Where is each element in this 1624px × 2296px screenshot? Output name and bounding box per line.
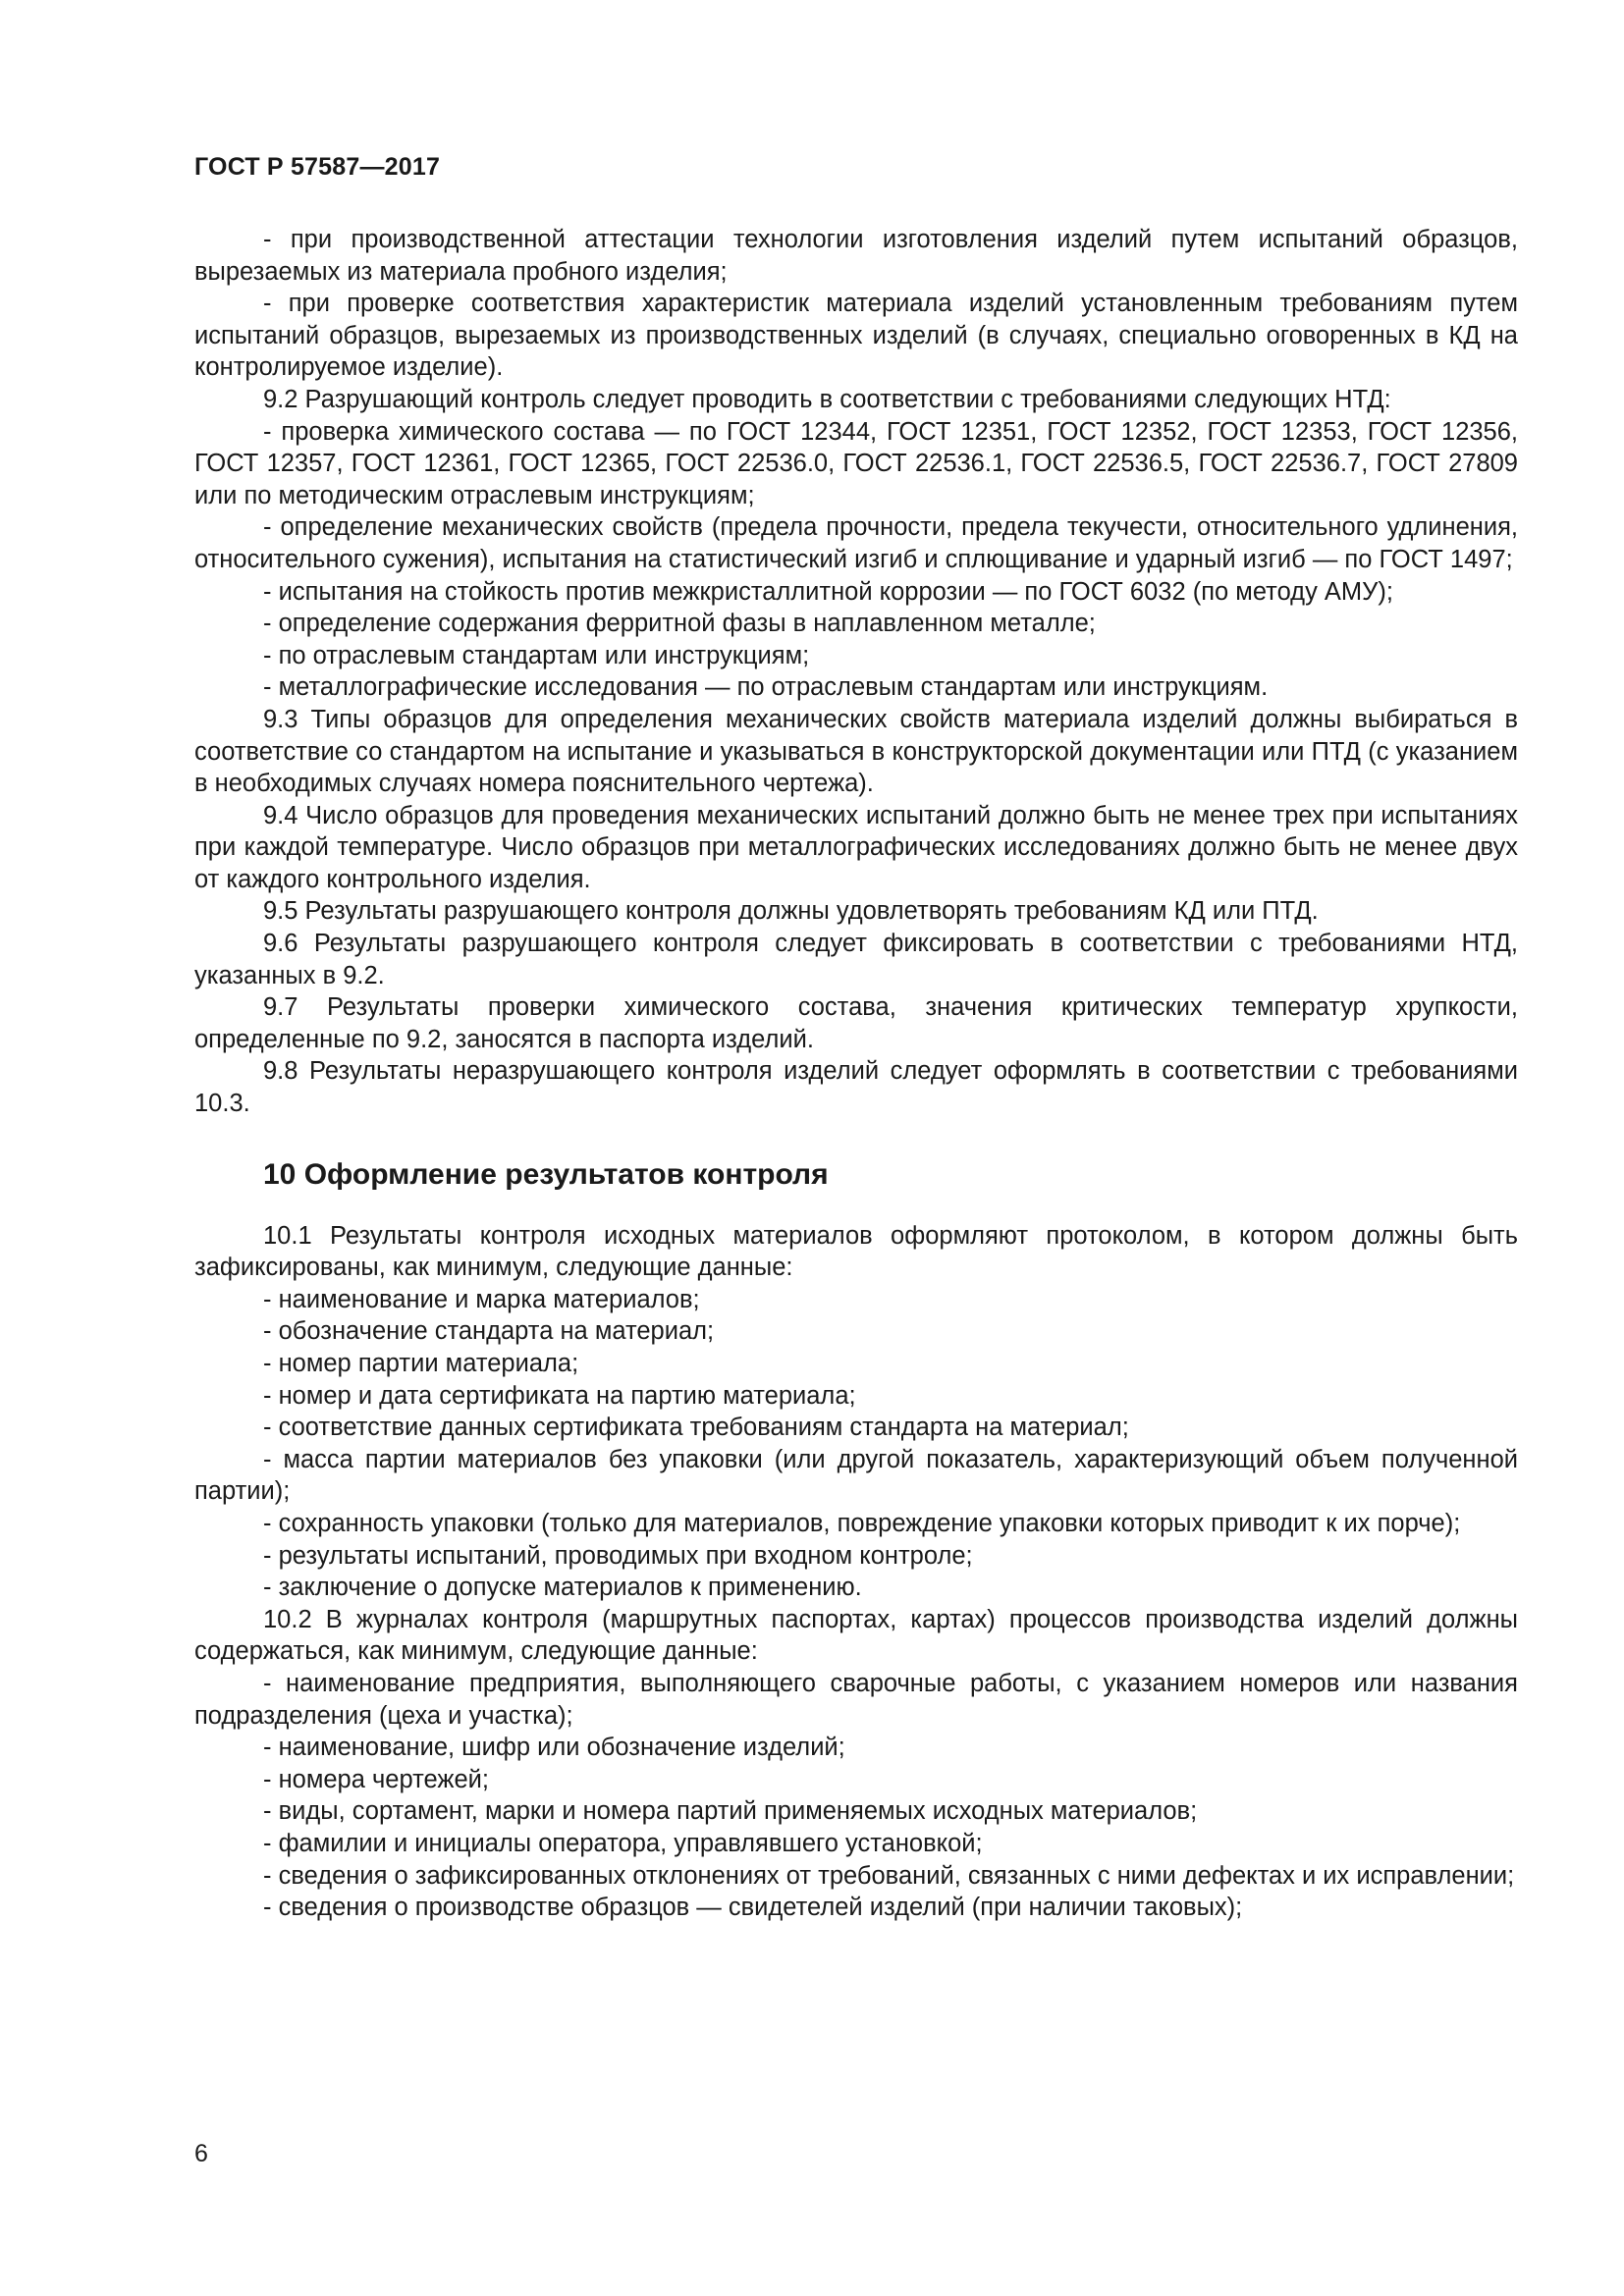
- paragraph: 9.6 Результаты разрушающего контроля следует фиксировать в соответствии с требованиями НТД, указанных в 9.2.: [194, 930, 1518, 989]
- section-10-heading: 10 Оформление результатов контроля: [263, 1157, 829, 1191]
- paragraph: - по отраслевым стандартам или инструкциям;: [263, 641, 810, 669]
- paragraph: - сведения о зафиксированных отклонениях от требований, связанных с ними дефектах и их исправлении;: [263, 1861, 1515, 1890]
- paragraph: - определение механических свойств (предела прочности, предела текучести, относительного удлинения, относительного сужения), испытания на статистический изгиб и сплющивание и ударный изгиб — по ГОСТ 1497;: [194, 513, 1518, 573]
- paragraph: 9.2 Разрушающий контроль следует проводить в соответствии с требованиями следующих НТД:: [263, 385, 1391, 413]
- section-9-continuation: [194, 224, 1518, 1120]
- paragraph: 9.5 Результаты разрушающего контроля должны удовлетворять требованиям КД или ПТД.: [263, 897, 1319, 926]
- paragraph: - определение содержания ферритной фазы в наплавленном металле;: [263, 610, 1096, 638]
- paragraph: - сохранность упаковки (только для материалов, повреждение упаковки которых приводит к их порче);: [263, 1509, 1461, 1537]
- paragraph: - проверка химического состава — по ГОСТ 12344, ГОСТ 12351, ГОСТ 12352, ГОСТ 12353, ГОСТ 12356, ГОСТ 12357, ГОСТ 12361, ГОСТ 12365, ГОСТ 22536.0, ГОСТ 22536.1, ГОСТ 22536.5, ГОСТ 22536.7, ГОСТ 27809 или по методическим отраслевым инструкциям;: [194, 417, 1518, 509]
- paragraph: - результаты испытаний, проводимых при входном контроле;: [263, 1541, 973, 1570]
- document-header: ГОСТ Р 57587—2017: [194, 153, 441, 181]
- paragraph: - номера чертежей;: [263, 1765, 489, 1793]
- paragraph: - испытания на стойкость против межкристаллитной коррозии — по ГОСТ 6032 (по методу АМУ);: [263, 577, 1393, 606]
- paragraph: - наименование предприятия, выполняющего сварочные работы, с указанием номеров или названия подразделения (цеха и участка);: [194, 1669, 1518, 1730]
- paragraph: - обозначение стандарта на материал;: [263, 1317, 715, 1346]
- page-body: [194, 224, 1518, 1924]
- paragraph: 9.3 Типы образцов для определения механических свойств материала изделий должны выбираться в соответствие со стандартом на испытание и указываться в конструкторской документации или ПТД (с указанием в необходимых случаях номера пояснительного чертежа).: [194, 705, 1518, 798]
- paragraph: - при проверке соответствия характеристик материала изделий установленным требованиям путем испытаний образцов, вырезаемых из производственных изделий (в случаях, специально оговоренных в КД на контролируемое изделие).: [194, 290, 1518, 382]
- paragraph: - соответствие данных сертификата требованиям стандарта на материал;: [263, 1414, 1129, 1442]
- paragraph: - сведения о производстве образцов — свидетелей изделий (при наличии таковых);: [263, 1894, 1243, 1922]
- paragraph: - масса партии материалов без упаковки (или другой показатель, характеризующий объем полученной партии);: [194, 1445, 1518, 1506]
- section-10-body: [194, 1220, 1518, 1924]
- paragraph: 9.8 Результаты неразрушающего контроля изделий следует оформлять в соответствии с требованиями 10.3.: [194, 1057, 1518, 1118]
- paragraph: 9.4 Число образцов для проведения механических испытаний должно быть не менее трех при испытаниях при каждой температуре. Число образцов при металлографических исследованиях должно быть не менее двух от каждого контрольного изделия.: [194, 801, 1518, 893]
- paragraph: - номер партии материала;: [263, 1350, 579, 1377]
- paragraph: - наименование и марка материалов;: [263, 1285, 700, 1313]
- paragraph: - фамилии и инициалы оператора, управлявшего установкой;: [263, 1829, 983, 1857]
- paragraph: 10.1 Результаты контроля исходных материалов оформляют протоколом, в котором должны быть зафиксированы, как минимум, следующие данные:: [194, 1221, 1518, 1282]
- paragraph: - номер и дата сертификата на партию материала;: [263, 1381, 856, 1410]
- paragraph: 10.2 В журналах контроля (маршрутных паспортах, картах) процессов производства изделий должны содержаться, как минимум, следующие данные:: [194, 1605, 1518, 1666]
- page-number: 6: [194, 2140, 208, 2167]
- paragraph: 9.7 Результаты проверки химического состава, значения критических температур хрупкости, определенные по 9.2, заносятся в паспорта изделий.: [194, 993, 1518, 1053]
- paragraph: - заключение о допуске материалов к применению.: [263, 1574, 862, 1602]
- paragraph: - металлографические исследования — по отраслевым стандартам или инструкциям.: [263, 673, 1269, 702]
- paragraph: - наименование, шифр или обозначение изделий;: [263, 1734, 845, 1762]
- paragraph: - виды, сортамент, марки и номера партий применяемых исходных материалов;: [263, 1797, 1198, 1826]
- paragraph: - при производственной аттестации технологии изготовления изделий путем испытаний образцов, вырезаемых из материала пробного изделия;: [194, 226, 1518, 286]
